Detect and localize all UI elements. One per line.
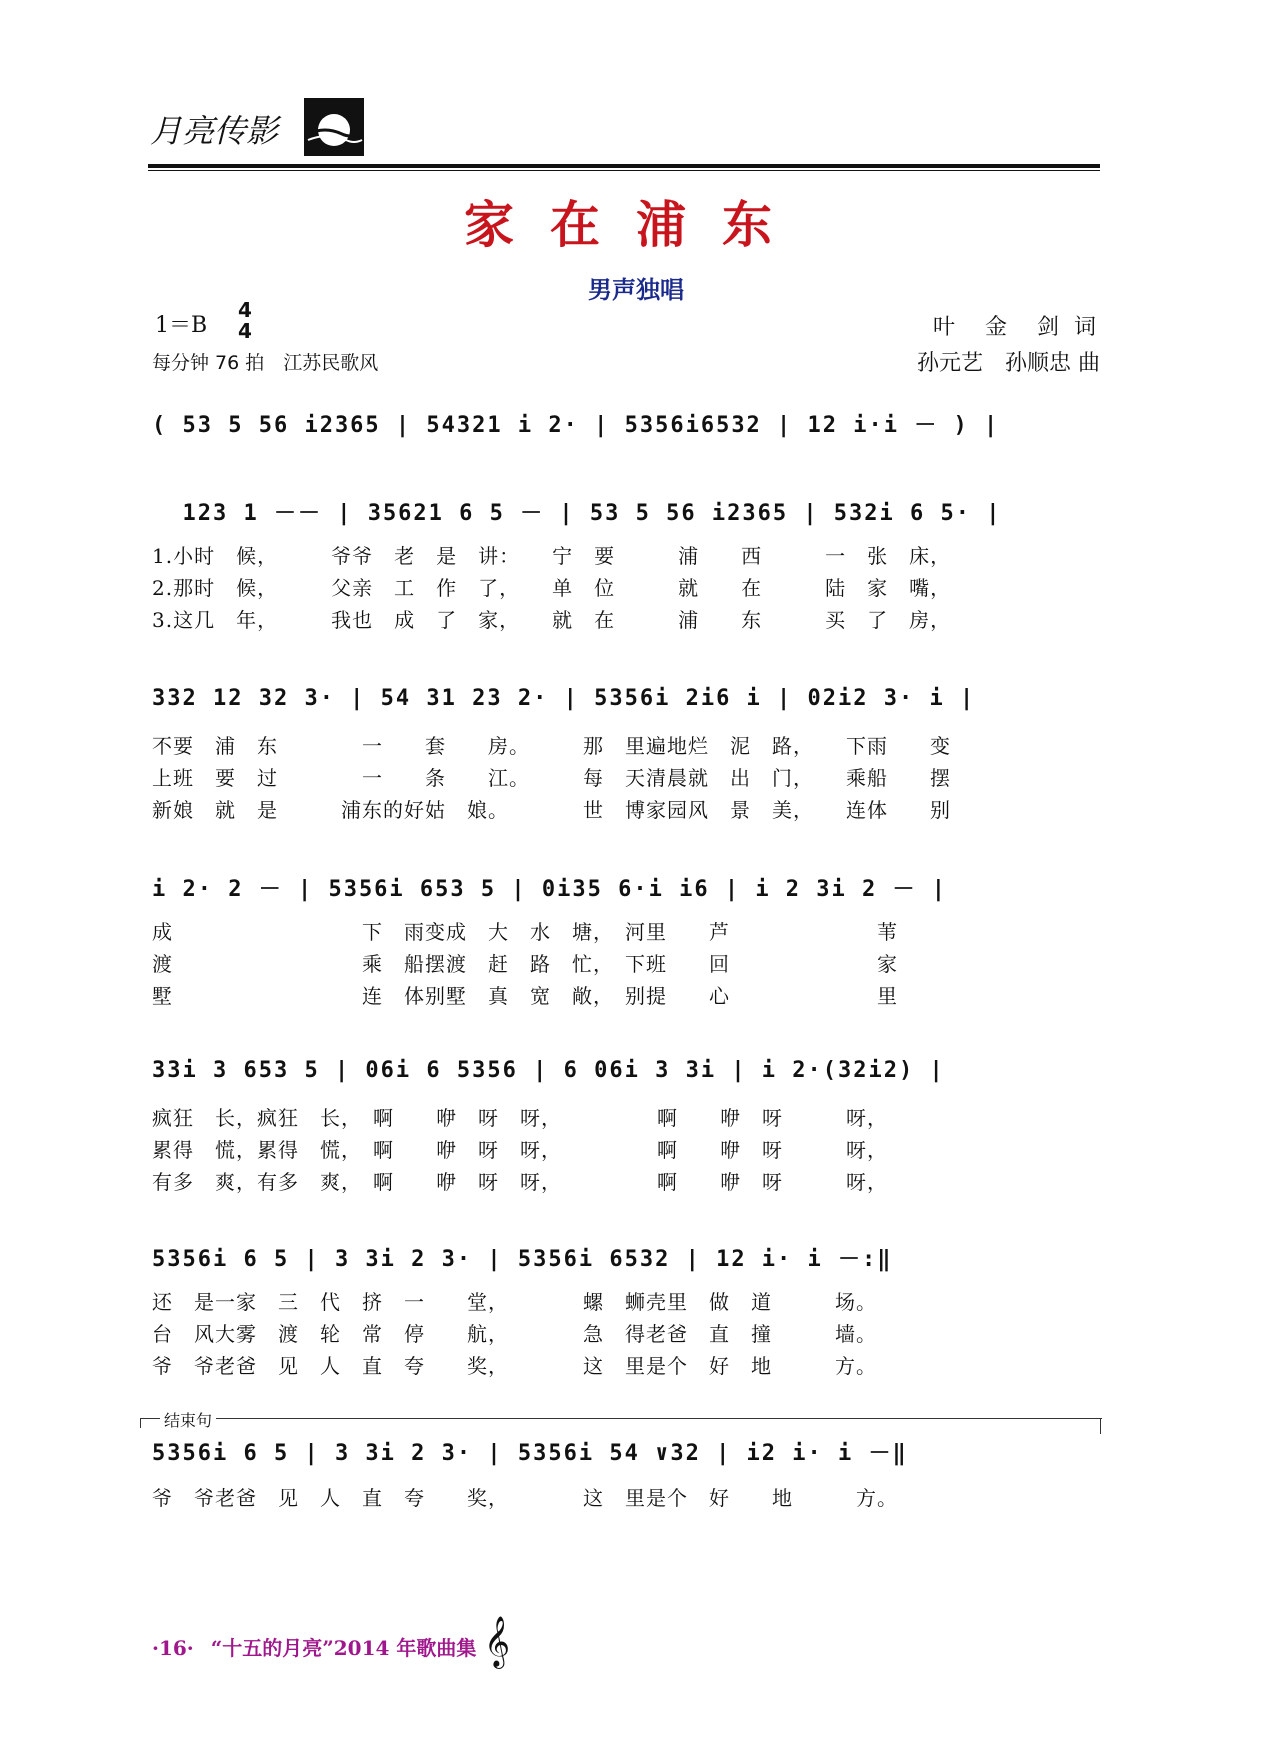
lyric-line-coda: 爷 爷老爸 见 人 直 夸 奖， 这 里是个 好 地 方。 [152, 1486, 898, 1510]
coda-bracket [140, 1418, 1102, 1421]
song-title: 家在浦东 [464, 195, 808, 254]
coda-bracket-left [140, 1418, 149, 1428]
lyric-line: 疯狂 长，疯狂 长， 啊 咿 呀 呀， 啊 咿 呀 呀， [152, 1106, 888, 1130]
notation-line-5: 33i 3 653 5 | 06i 6 5356 | 6 06i 3 3i | i 2·(32i2) | [152, 1058, 945, 1083]
notation-line-3: 332 12 32 3· | 54 31 23 2· | 5356i 2i6 i | 02i2 3· i | [152, 686, 976, 711]
tempo-style: 每分钟 76 拍 江苏民歌风 [152, 352, 379, 374]
lyric-line: 1.小时 候， 爷爷 老 是 讲： 宁 要 浦 西 一 张 床， [152, 544, 952, 568]
lyric-line: 渡 乘 船摆渡 赶 路 忙， 下班 回 家 [152, 952, 898, 976]
logo-text: 月亮传影 [150, 112, 279, 150]
lyric-line: 2.那时 候， 父亲 工 作 了， 单 位 就 在 陆 家 嘴， [152, 576, 952, 600]
notation-line-coda: 5356i 6 5 | 3 3i 2 3· | 5356i 54 ∨32 | i2 i· i －‖ [152, 1441, 908, 1466]
coda-label: 结束句 [160, 1408, 216, 1431]
lyric-line: 上班 要 过 一 条 江。 每 天清晨就 出 门， 乘船 摆 [152, 766, 951, 790]
lyric-line: 还 是一家 三 代 挤 一 堂， 螺 蛳壳里 做 道 场。 [152, 1290, 877, 1314]
lyric-line: 爷 爷老爸 见 人 直 夸 奖， 这 里是个 好 地 方。 [152, 1354, 877, 1378]
coda-bracket-right [1098, 1418, 1101, 1434]
notation-line-6: 5356i 6 5 | 3 3i 2 3· | 5356i 6532 | 12 i· i －:‖ [152, 1247, 893, 1272]
notation-line-intro: ( 53 5 56 i2365 | 54321 i 2· | 5356i6532 | 12 i·i － ) | [152, 413, 1000, 438]
treble-clef-icon: 𝄞 [484, 1616, 511, 1667]
page-number: ·16· [152, 1636, 194, 1660]
lyric-line: 不要 浦 东 一 套 房。 那 里遍地烂 泥 路， 下雨 变 [152, 734, 951, 758]
composer-credit: 孙元艺 孙顺忠 曲 [917, 351, 1100, 376]
lyric-line: 新娘 就 是 浦东的好姑 娘。 世 博家园风 景 美， 连体 别 [152, 798, 951, 822]
header-rule [148, 164, 1100, 171]
time-signature [238, 300, 252, 342]
lyric-line: 墅 连 体别墅 真 宽 敞， 别提 心 里 [152, 984, 898, 1008]
lyric-line: 有多 爽，有多 爽， 啊 咿 呀 呀， 啊 咿 呀 呀， [152, 1170, 888, 1194]
book-title: “十五的月亮”2014 年歌曲集 [210, 1636, 477, 1660]
lyric-line: 累得 慌，累得 慌， 啊 咿 呀 呀， 啊 咿 呀 呀， [152, 1138, 888, 1162]
header-logo [150, 96, 365, 158]
time-sig-bottom: 4 [238, 319, 252, 343]
lyricist-credit: 叶 金 剑 词 [933, 315, 1100, 340]
lyric-line: 3.这几 年， 我也 成 了 家， 就 在 浦 东 买 了 房， [152, 608, 952, 632]
notation-line-2: 123 1 －－ | 35621 6 5 － | 53 5 56 i2365 | 532i 6 5· | [152, 501, 1002, 526]
page-footer [152, 1632, 476, 1661]
key-signature: 1＝B [155, 313, 208, 338]
lyric-line: 成 下 雨变成 大 水 塘， 河里 芦 苇 [152, 920, 898, 944]
song-subtitle: 男声独唱 [588, 275, 684, 304]
lyric-line: 台 风大雾 渡 轮 常 停 航， 急 得老爸 直 撞 墙。 [152, 1322, 877, 1346]
notation-line-4: i 2· 2 － | 5356i 653 5 | 0i35 6·i i6 | i 2 3i 2 － | [152, 877, 948, 902]
time-sig-top: 4 [238, 298, 252, 322]
